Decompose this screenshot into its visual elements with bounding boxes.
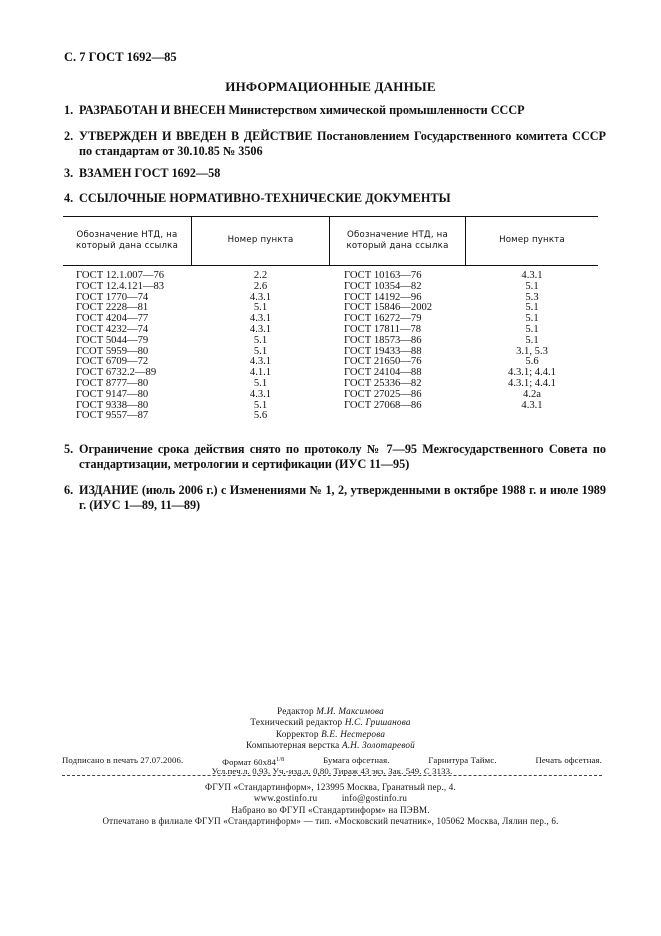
table-cell-doc: ГОСТ 12.1.007—76 (76, 270, 165, 281)
info-item-1 (64, 103, 606, 118)
info-item-4 (64, 191, 606, 206)
table-cell-clause: 4.1.1 (249, 367, 272, 379)
credit-editor: Редактор М.И. Максимова (277, 706, 384, 716)
item-number: 4. (64, 191, 74, 205)
publication-info-line2: Усл.печ.л. 0,93. Уч.-изд.л. 0,80. Тираж 43 экз. Зак. 549. С 3133. (211, 766, 453, 776)
table-cell-doc: ГОСТ 21650—76 (344, 356, 422, 368)
table-cell-clause: 5.1 (525, 280, 539, 292)
header-clause-right: Номер пункта (499, 235, 565, 245)
table-cell-doc: ГОСТ 9338—80 (76, 399, 149, 411)
table-cell-clause: 4.3.1; 4.4.1 (508, 367, 556, 379)
table-cell-clause: 4.2а (523, 388, 541, 400)
table-cell-doc: ГОСТ 12.4.121—83 (76, 280, 165, 292)
table-cell-clause: 4.3.1 (249, 323, 272, 335)
item-number: 1. (64, 103, 74, 117)
section-title: ИНФОРМАЦИОННЫЕ ДАННЫЕ (225, 79, 436, 94)
info-item-3 (64, 166, 606, 181)
table-cell-doc: ГОСТ 16272—79 (344, 313, 422, 325)
table-cell-doc: ГОСТ 14192—96 (344, 291, 422, 303)
left-doc-column (76, 271, 191, 422)
left-clause-column (192, 271, 329, 422)
table-cell-doc: ГОСТ 4232—74 (76, 323, 149, 335)
table-cell-clause: 5.1 (525, 313, 539, 325)
info-item-2 (64, 129, 606, 159)
table-cell-doc: ГОСТ 8777—80 (76, 377, 149, 389)
table-cell-doc: ГОСТ 15846—2002 (344, 302, 433, 314)
table-cell-clause: 4.3.1 (521, 399, 543, 411)
credits-block (0, 706, 661, 752)
footer-line: www.gostinfo.ru info@gostinfo.ru (253, 793, 408, 804)
item-text: ССЫЛОЧНЫЕ НОРМАТИВНО-ТЕХНИЧЕСКИЕ ДОКУМЕНТЫ (79, 191, 451, 205)
footer-line: Отпечатано в филиале ФГУП «Стандартинформ» — тип. «Московский печатник», 105062 Москва, Лялин пер., 6. (102, 816, 559, 827)
credit-proofreader: Корректор В.Е. Нестерова (275, 728, 386, 739)
table-cell-doc: ГОСТ 24104—88 (344, 367, 422, 379)
table-cell-clause: 2.6 (253, 280, 268, 292)
table-cell-clause: 5.1 (253, 377, 268, 389)
table-cell-clause: 4.3.1 (521, 270, 543, 281)
dashed-divider (62, 775, 602, 776)
item-text: ВЗАМЕН ГОСТ 1692—58 (79, 166, 221, 180)
item-text: УТВЕРЖДЕН И ВВЕДЕН В ДЕЙСТВИЕ Постановлением Государственного комитета СССР по стандартам от 30.10.85 № 3506 (79, 129, 606, 158)
table-cell-doc: ГОСТ 10163—76 (344, 270, 422, 281)
item-text: РАЗРАБОТАН И ВНЕСЕН Министерством химической промышленности СССР (79, 103, 525, 117)
table-cell-clause: 4.3.1 (249, 356, 272, 368)
info-item-5 (64, 442, 606, 472)
table-cell-clause: 5.1 (525, 302, 539, 314)
item-text: Ограничение срока действия снято по протоколу № 7—95 Межгосударственного Совета по стандартизации, метрологии и сертификации (ИУС 11—95) (79, 442, 606, 471)
table-cell-clause: 4.3.1 (249, 388, 272, 400)
info-item-6 (64, 483, 606, 513)
publication-info-line1: Подписано в печать 27.07.2006. Формат $60x84^{1/8}$ Бумага офсетная. Гарнитура Таймс. Печать офсетная. (62, 755, 602, 767)
page-header: С. 7 ГОСТ 1692—85 (64, 50, 177, 64)
credit-tech-editor: Технический редактор Н.С. Гришанова (250, 717, 411, 728)
table-cell-clause: 2.2 (253, 270, 268, 281)
item-number: 2. (64, 129, 74, 143)
table-cell-clause: 4.3.1 (249, 291, 272, 303)
table-cell-doc: ГОСТ 25336—82 (344, 377, 422, 389)
table-cell-doc: ГОСТ 19433—88 (344, 345, 422, 357)
table-header-rule (63, 265, 598, 266)
imprint-footer (0, 782, 661, 828)
table-cell-clause: 3.1, 5.3 (516, 345, 548, 357)
table-cell-doc: ГОСТ 9147—80 (76, 388, 149, 400)
item-number: 3. (64, 166, 74, 180)
table-cell-clause: 4.3.1 (249, 313, 272, 325)
footer-line: Набрано во ФГУП «Стандартинформ» на ПЭВМ. (231, 804, 430, 815)
table-cell-doc: ГОСТ 10354—82 (344, 280, 422, 292)
right-doc-column (344, 271, 465, 411)
table-cell-clause: 5.6 (525, 356, 539, 368)
table-cell-clause: 5.6 (253, 410, 268, 422)
table-cell-doc: ГОСТ 17811—78 (344, 323, 422, 335)
table-cell-clause: 5.3 (525, 291, 539, 303)
footer-line: ФГУП «Стандартинформ», 123995 Москва, Гранатный пер., 4. (205, 782, 456, 792)
table-cell-doc: ГОСТ 5044—79 (76, 334, 149, 346)
table-cell-doc: ГОСТ 27068—86 (344, 399, 422, 411)
table-cell-doc: ГСОТ 5959—80 (76, 345, 149, 357)
right-clause-column (466, 271, 598, 411)
header-ntd-right: Обозначение НТД, на который дана ссылка (346, 229, 449, 251)
header-clause-left: Номер пункта (227, 235, 294, 245)
header-ntd-left: Обозначение НТД, на который дана ссылка (75, 229, 179, 251)
table-cell-clause: 5.1 (253, 302, 268, 314)
item-number: 5. (64, 442, 74, 456)
table-cell-clause: 5.1 (253, 334, 268, 346)
table-cell-clause: 4.3.1; 4.4.1 (508, 377, 556, 389)
item-number: 6. (64, 483, 74, 497)
table-cell-doc: ГОСТ 6709—72 (76, 356, 149, 368)
table-cell-doc: ГОСТ 27025—86 (344, 388, 422, 400)
credit-layout: Компьютерная верстка А.Н. Золотаревой (246, 740, 415, 751)
table-cell-clause: 5.1 (525, 334, 539, 346)
table-cell-doc: ГОСТ 2228—81 (76, 302, 149, 314)
table-cell-doc: ГОСТ 1770—74 (76, 291, 149, 303)
table-cell-doc: ГОСТ 18573—86 (344, 334, 422, 346)
table-cell-clause: 5.1 (253, 399, 268, 411)
table-cell-doc: ГОСТ 9557—87 (76, 410, 149, 422)
item-text: ИЗДАНИЕ (июль 2006 г.) с Изменениями № 1, 2, утвержденными в октябре 1988 г. и июле 1989 г. (ИУС 1—89, 11—89) (79, 483, 606, 512)
table-cell-clause: 5.1 (253, 345, 268, 357)
table-cell-doc: ГОСТ 4204—77 (76, 313, 149, 325)
table-cell-clause: 5.1 (525, 323, 539, 335)
table-cell-doc: ГОСТ 6732.2—89 (76, 367, 157, 379)
